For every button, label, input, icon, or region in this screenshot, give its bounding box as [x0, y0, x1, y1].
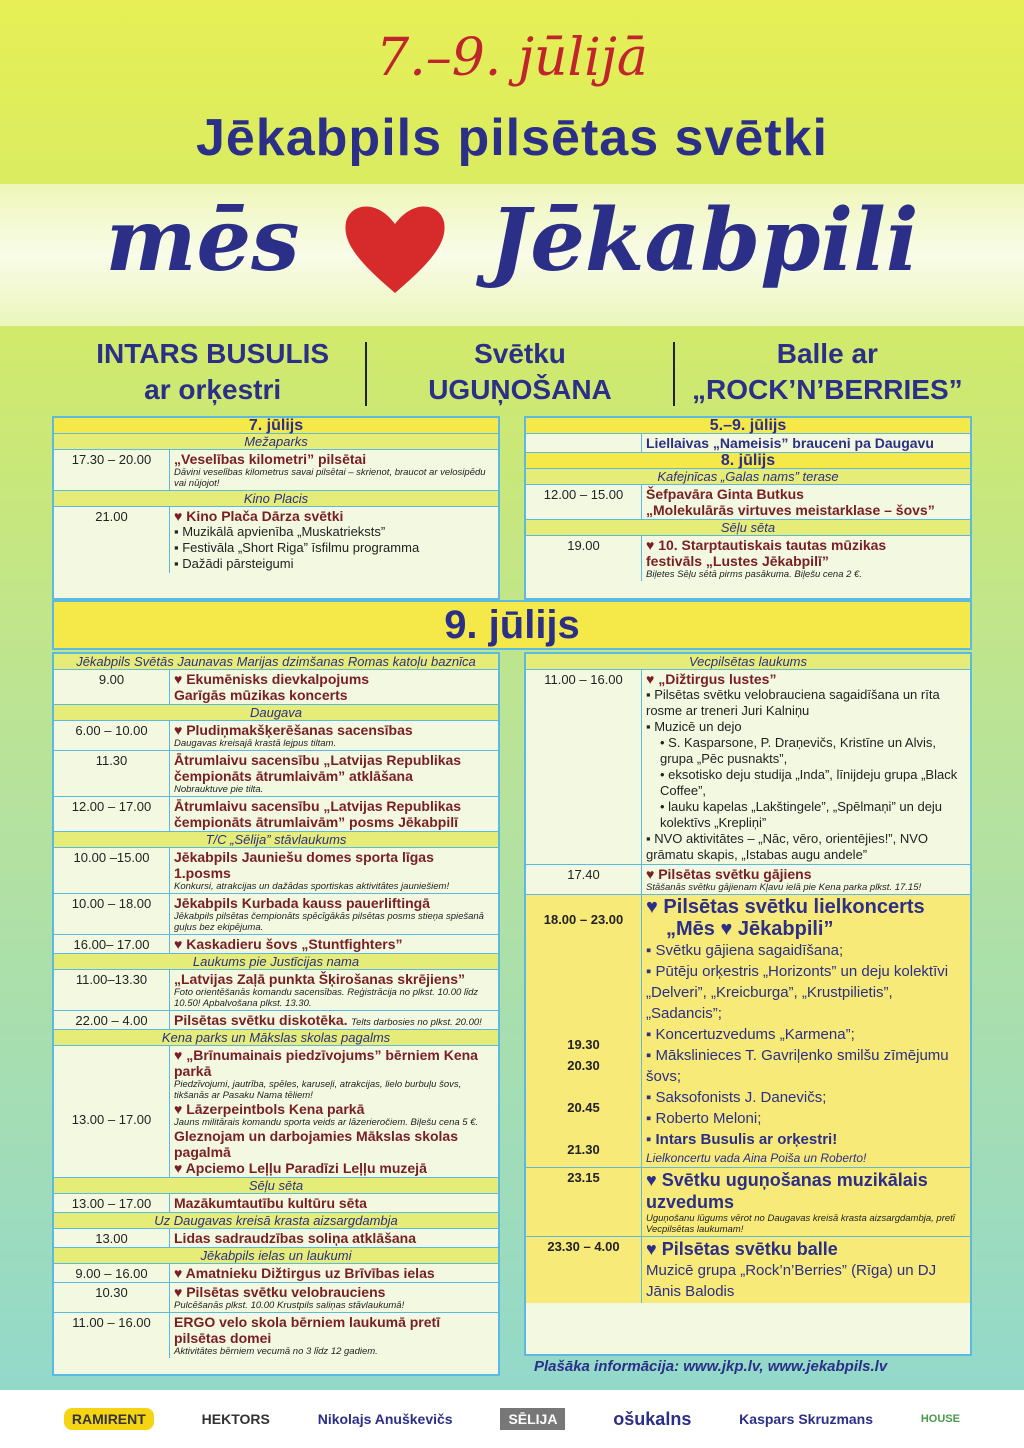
day59-title: 5.–9. jūlijs	[526, 418, 970, 434]
sponsor-logo: HOUSE	[920, 1413, 960, 1425]
list-item: 9.00 ♥ Ekumēnisks dievkalpojums Garīgās mūzikas koncerts	[54, 670, 498, 705]
list-item: 6.00 – 10.00 ♥ Pludiņmakšķerēšanas sacensības Daugavas kreisajā krastā lejpus tiltam.	[54, 721, 498, 751]
list-item: 11.00 – 16.00 ERGO velo skola bērniem laukumā pretī pilsētas domei Aktivitātes bērniem vecumā no 3 līdz 12 gadiem.	[54, 1313, 498, 1358]
ball-item: 23.30 – 4.00 ♥ Pilsētas svētku balle Muzicē grupa „Rock’n’Berries” (Rīga) un DJ Jānis Balodis	[526, 1237, 970, 1303]
festival-dates: 7.–9. jūlijā	[376, 28, 648, 88]
list-item: 17.30 – 20.00 „Veselības kilometri” pilsētai Dāvini veselības kilometrus savai pilsētai – skrienot, braucot ar velosipēdu vai nūjojot!	[54, 450, 498, 491]
day7-title: 7. jūlijs	[54, 418, 498, 434]
list-item: 11.00–13.30 „Latvijas Zaļā punkta Šķirošanas skrējiens” Foto orientēšanās komandu sacensības. Reģistrācija no plkst. 10.00 līdz 10.50! Apbalvošana plkst. 13.30.	[54, 970, 498, 1011]
venue: Kafejnīcas „Galas nams” terase	[526, 469, 970, 485]
list-item: 11.00 – 16.00 ♥ „Dižtirgus lustes” ▪ Pilsētas svētku velobrauciena sagaidīšana un rīta rosme ar treneri Juri Kalniņu ▪ Muzicē un dejo • S. Kasparsone, P. Draņevičs, Kristīne un Alvis, grupa „Pēc pusnakts”, • eksotisko deju studija „Inda”, līnijdeju grupa „Black Coffee”, • lauku kapelas „Lakštingele”, „Spēlmaņi” un deju kolektīvs „Krepliņi” ▪ NVO aktivitātes – „Nāc, vēro, orientējies!”, NVO grāmatu skapis, „Istabas augu andele”	[526, 670, 970, 865]
list-item: 12.00 – 17.00 Ātrumlaivu sacensību „Latvijas Republikas čempionāts ātrumlaivām” posms Jēkabpilī	[54, 797, 498, 832]
list-item: 11.30 Ātrumlaivu sacensību „Latvijas Republikas čempionāts ātrumlaivām” atklāšana Nobrauktuve pie tilta.	[54, 751, 498, 797]
sponsor-logo: HEKTORS	[201, 1411, 270, 1427]
list-item: 10.30 ♥ Pilsētas svētku velobrauciens Pulcēšanās plkst. 10.00 Krustpils saliņas stāvlaukumā!	[54, 1283, 498, 1313]
highlights	[60, 336, 980, 408]
sponsor-logo: Kaspars Skruzmans	[739, 1411, 874, 1427]
more-info: Plašāka informācija: www.jkp.lv, www.jekabpils.lv	[534, 1358, 888, 1375]
concert-item: 18.00 – 23.00 19.30 20.30 20.45 21.30 ♥ Pilsētas svētku lielkoncerts „Mēs ♥ Jēkabpili” ▪ Svētku gājiena sagaidīšana; ▪ Pūtēju orķestris „Horizonts” un deju kolektīvi „Delveri”, „Kreicburga”, „Krustpilietis”, „Sadancis”; ▪ Koncertuzvedums „Karmena”; ▪ Mākslinieces T. Gavriļenko smilšu zīmējumu šovs; ▪ Saksofonists J. Danevičs; ▪ Roberto Meloni; ▪ Intars Busulis ar orķestri! Lielkoncertu vada Aina Poiša un Roberto!	[526, 895, 970, 1168]
highlight-ball: Balle ar „ROCK’N’BERRIES”	[691, 338, 963, 405]
day7-box	[52, 416, 500, 600]
list-item: 16.00– 17.00 ♥ Kaskadieru šovs „Stuntfighters”	[54, 935, 498, 954]
venue: Laukums pie Justīcijas nama	[54, 954, 498, 970]
fireworks-item: 23.15 ♥ Svētku uguņošanas muzikālais uzvedums Uguņošanu lūgums vērot no Daugavas kreisā krasta aizsargdambja, pretī Vecpilsētas laukumam!	[526, 1168, 970, 1237]
day8-box	[524, 416, 972, 600]
highlight-fireworks: Svētku UGUŅOŠANA	[428, 338, 612, 405]
list-item: 9.00 – 16.00 ♥ Amatnieku Dižtirgus uz Brīvības ielas	[54, 1264, 498, 1283]
venue: T/C „Sēlija” stāvlaukums	[54, 832, 498, 848]
slogan	[0, 190, 1024, 298]
list-item: 13.00 – 17.00 Mazākumtautību kultūru sēta	[54, 1194, 498, 1213]
sponsor-logo: Nikolajs Anuškevičs	[317, 1411, 453, 1427]
venue: Kena parks un Mākslas skolas pagalms	[54, 1030, 498, 1046]
list-item: 12.00 – 15.00 Šefpavāra Ginta Butkus „Molekulārās virtuves meistarklase – šovs”	[526, 485, 970, 520]
venue: Daugava	[54, 705, 498, 721]
list-item: Liellaivas „Nameisis” brauceni pa Daugavu	[526, 434, 970, 453]
day9-left	[52, 652, 500, 1376]
list-item: 19.00 ♥ 10. Starptautiskais tautas mūzikas festivāls „Lustes Jēkabpilī” Biļetes Sēļu sētā pirms pasākuma. Biļešu cena 2 €.	[526, 536, 970, 581]
day8-title: 8. jūlijs	[526, 453, 970, 469]
list-item: 10.00 – 18.00 Jēkabpils Kurbada kauss pauerliftingā Jēkabpils pilsētas čempionāts spēcīgākās pilsētas posms stieņa spiešanā guļus bez ekipējuma.	[54, 894, 498, 935]
venue: Jēkabpils Svētās Jaunavas Marijas dzimšanas Romas katoļu baznīca	[54, 654, 498, 670]
heart-icon	[340, 198, 450, 298]
venue: Kino Placis	[54, 491, 498, 507]
slogan-left: mēs	[105, 190, 300, 291]
list-item: 21.00 ♥ Kino Plača Dārza svētki ▪ Muzikālā apvienība „Muskatrieksts” ▪ Festivāla „Short Riga” īsfilmu programma ▪ Dažādi pārsteigumi	[54, 507, 498, 573]
sponsor-logo: RAMIRENT	[64, 1408, 154, 1430]
sponsor-logo: ošukalns	[613, 1408, 692, 1429]
sponsor-logo: SĒLIJA	[500, 1408, 565, 1430]
day9-right	[524, 652, 972, 1356]
festival-title: Jēkabpils pilsētas svētki	[195, 109, 828, 167]
list-item: 17.40 ♥ Pilsētas svētku gājiens Stāšanās svētku gājienam Kļavu ielā pie Kena parka plkst. 17.15!	[526, 865, 970, 895]
list-item: 13.00 – 17.00 ♥ „Brīnumainais piedzīvojums” bērniem Kena parkā Piedzīvojumi, jautrība, spēles, karuseļi, atrakcijas, lielo burbuļu šovs, tikšanās ar Pasaku Nama tēliem! ♥ Lāzerpeintbols Kena parkā Jauns militārais komandu sporta veids ar lāzerieročiem. Biļešu cena 5 €. Gleznojam un darbojamies Mākslas skolas pagalmā ♥ Apciemo Leļļu Paradīzi Leļļu muzejā	[54, 1046, 498, 1178]
venue: Mežaparks	[54, 434, 498, 450]
venue: Uz Daugavas kreisā krasta aizsargdambja	[54, 1213, 498, 1229]
list-item: 13.00 Lidas sadraudzības soliņa atklāšana	[54, 1229, 498, 1248]
venue: Jēkabpils ielas un laukumi	[54, 1248, 498, 1264]
venue: Vecpilsētas laukums	[526, 654, 970, 670]
list-item: 10.00 –15.00 Jēkabpils Jauniešu domes sporta līgas 1.posms Konkursi, atrakcijas un dažādas sportiskas aktivitātes jauniešiem!	[54, 848, 498, 894]
highlight-busulis: INTARS BUSULIS ar orķestri	[96, 338, 330, 405]
list-item: 22.00 – 4.00 Pilsētas svētku diskotēka. Telts darbosies no plkst. 20.00!	[54, 1011, 498, 1030]
day9-title: 9. jūlijs	[52, 600, 972, 650]
slogan-right: Jēkabpili	[489, 190, 919, 291]
sponsor-bar	[0, 1390, 1024, 1448]
venue: Sēļu sēta	[526, 520, 970, 536]
venue: Sēļu sēta	[54, 1178, 498, 1194]
